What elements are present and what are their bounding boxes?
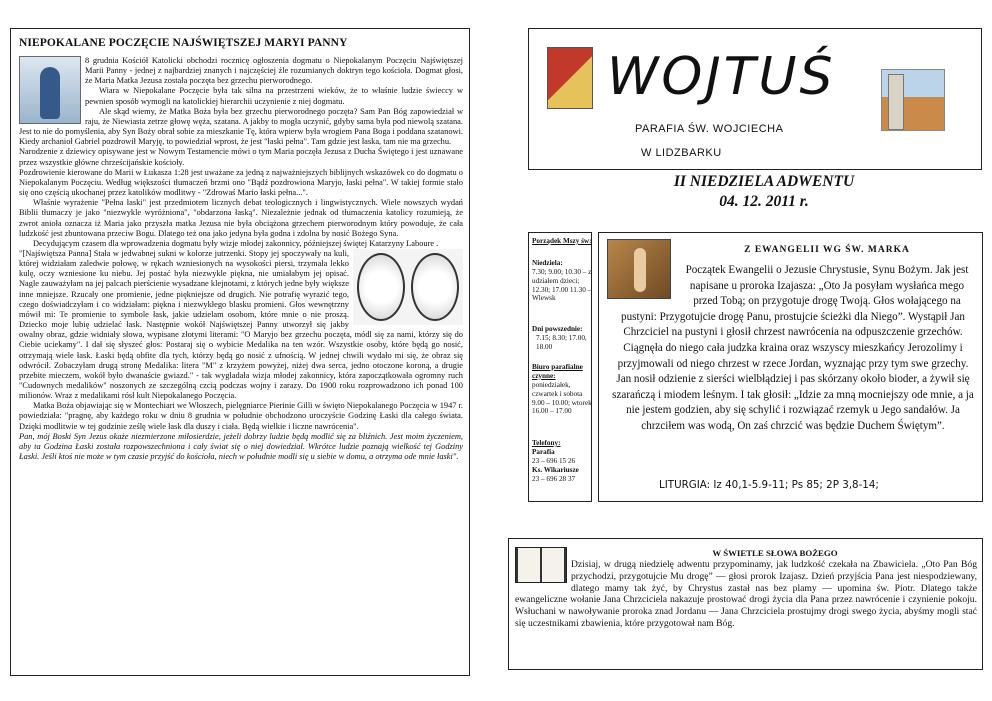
schedule-title: Porządek Mszy św: xyxy=(532,237,592,245)
liturgy-readings: LITURGIA: Iz 40,1-5.9-11; Ps 85; 2P 3,8-14; xyxy=(659,479,879,491)
image-spacer xyxy=(609,263,677,299)
office-hours: poniedziałek, czwartek i sobota 9.00 – 10.00; wtorek 16.00 – 17.00 xyxy=(532,381,592,416)
sunday-heading xyxy=(545,172,983,212)
article-paragraph: Narodzenie z dziewicy opisywane jest w Nowym Testamencie mówi o tym Maria poczęła Jezusa z Ducha Świętego i jest uznawane przez wszystkie główne chrześcijańskie kościoły. xyxy=(19,147,463,167)
immaculate-conception-article xyxy=(10,28,470,676)
gospel-text xyxy=(609,263,977,435)
mary-image xyxy=(19,56,81,124)
article-paragraph: Decydującym czasem dla wprowadzenia dogmatu były wizje młodej zakonnicy, późniejszej świętej Katarzyny Laboure . xyxy=(33,238,439,248)
gospel-box xyxy=(598,232,983,502)
gospel-title: Z EWANGELII WG ŚW. MARKA xyxy=(744,245,910,255)
article-body xyxy=(19,56,463,462)
light-of-word-box xyxy=(508,538,983,670)
masthead-box xyxy=(528,28,982,170)
church-image xyxy=(881,69,945,131)
sunday-date: 04. 12. 2011 r. xyxy=(719,193,809,210)
vicars-phone: 23 – 696 28 37 xyxy=(532,475,576,483)
town-name: W LIDZBARKU xyxy=(641,147,722,159)
coat-of-arms-image xyxy=(547,47,593,109)
masthead-title: WOJTUŚ xyxy=(607,47,836,107)
sunday-name: II NIEDZIELA ADWENTU xyxy=(673,173,855,190)
phones-label: Telefony: xyxy=(532,439,561,447)
gospel-text-content: Początek Ewangelii o Jezusie Chrystusie, Synu Bożym. Jak jest napisane u proroka Izajasza: „Oto Ja posyłam wysłańca mego przed Tobą; on przygotuje drogę Twoją. Głos wołającego na pustyni: Przygotujcie drogę Panu, prostujcie ścieżki dla Niego”. Wystąpił Jan Chrzciciel na pustyni i głosił chrzest nawrócenia na odpuszczenie grzechów. Ciągnęła do niego cała judzka kraina oraz wszyscy mieszkańcy Jerozolimy i przyjmowali od niego chrzest w rzece Jordan, wyznając przy tym swe grzechy. Jan nosił odzienie z sierści wielbłądziej i pas skórzany około bioder, a żywił się szarańczą i miodem leśnym. I tak głosił: „Idzie za mną mocniejszy ode mnie, a ja nie jestem godzien, aby się schylić i rozwiązać rzemyk u Jego sandałów. Ja chrzciłem was wodą, On zaś chrzcić was będzie Duchem Świętym”. xyxy=(612,264,974,432)
article-paragraph: Wiara w Niepokalane Poczęcie była tak silna na przestrzeni wieków, że to właśnie ludzie świeccy w pewnien sposób wymogli na katolickiej hierarchii uczynienie z niej dogmatu. xyxy=(85,86,463,106)
weekday-masses: 7.15; 8.30; 17.00, 18.00 xyxy=(536,334,587,351)
article-paragraph: Właśnie wyrażenie "Pełna łaski" jest przedmiotem licznych debat teologicznych i lingwistycznych. Wiele nowszych wydań Biblii tłumaczy je jako "niezwykle wyróżniona", "obdarzona łaską". Niezależnie jednak od tłumaczenia katolicy rozumieją, że zwrot anioła oznacza iż Maria jako przyszła matka Jezusa nie była obciążona grzechem pierworodnym który powoduje, że cała ludzkość jest zbuntowana przeciw Bogu. Dlatego też ona jako jedyna była godna i zdolna by nosić Bożego Syna. xyxy=(19,198,463,238)
image-spacer xyxy=(515,559,571,585)
light-title: W ŚWIETLE SŁOWA BOŻEGO xyxy=(712,548,838,558)
mass-schedule-box xyxy=(528,232,592,502)
parish-name: PARAFIA ŚW. WOJCIECHA xyxy=(635,123,784,135)
light-text-content: Dzisiaj, w drugą niedzielę adwentu przypominamy, jak ludzkość czekała na Zbawiciela. „Oto Pan Bóg przychodzi, przygotujcie Mu drogę” — głosi prorok Izajasz. Dzień przyjścia Pana jest niespodziewany, dlatego mamy tak żyć, by Chrystus zastał nas bez plamy — upomina św. Piotr. Dlatego także ewangeliczne wołanie Jana Chrzciciela nakazuje prostować drogi życia dla Pana przez nawrócenie i czynienie pokoju. Wsłuchani w nawoływanie proroka znad Jordanu — Jana Chrzciciela prostujmy drogi swego życia, abyśmy mogli stać się uczestnikami zbawienia, które przygotował nam Bóg. xyxy=(515,559,977,629)
parish-phone-label: Parafia xyxy=(532,448,555,456)
article-paragraph: Matka Boża objawiając się w Montechiari we Włoszech, pielęgniarce Pierinie Gilli w święto Niepokalanego Poczęcia w 1947 r. powiedziała: "pragnę, aby każdego roku w dniu 8 grudnia w południe obchodzono uroczyście Godzinę Łaski dla całego świata. Dzięki modlitwie w tej godzinie ześlę wiele łask dla duszy i ciała. Będą wielkie i liczne nawrócenia". xyxy=(19,401,463,431)
article-paragraph: Pozdrowienie kierowane do Marii w Łukasza 1:28 jest uważane za jedną z najważniejszych biblijnych wskazówek co do dogmatu o Niepokalanym Poczęciu. Według większości tłumaczeń brzmi ono "Bądź pozdrowiona Maryjo, łaski pełna". W takiej formie stało się ono częścią ukochanej przez katolików modlitwy - "Zdrowaś Mario łaski pełna...". xyxy=(19,167,463,198)
miraculous-medal-image xyxy=(353,249,463,325)
article-paragraph: "[Najświętsza Panna] Stała w jedwabnej sukni w kolorze jutrzenki. Stopy jej spoczywały na kuli, której widziałam zaledwie połowę, w rękach wzniesionych na wysokości piersi, trzymała lekko kulę, oczy wzniesione ku niebu. Jej postać była niezwykle piękna, nie umiałabym jej opisać. Nagle zauważyłam na jej palcach pierścienie wysadzane klejnotami, z których jedne były większe inne mniejsze. Rzucały one promienie, jedne piękniejsze od drugich. Nie potrafię wyrazić tego, czego doświadczyłam i co widziałam: piękna i niezwykłego blasku promieni. Głos wewnętrzny mówił mi: Te promienie to symbole łask, jakie udzielam osobom, które mnie o nie proszą. Dziecko moje lubię udzielać łask. Następnie wokół Najświętszej Panny utworzył się jakby owalny obraz, gdzie widniały słowa, wypisane złotymi literami: "O Maryjo bez grzechu poczęta, módl się za nami, którzy się do Ciebie uciekamy". I dał się słyszeć głos: Postaraj się o wybicie Medalika na ten wzór. Wszystkie osoby, które będą go nosić, otrzymają wiele łask. Łaski będą obfite dla tych, którzy będą go nosić z ufnością. W jednej chwili wydało mi się, że obraz się odwrócił. Zobaczyłam drugą stronę Medalika: litera "M" z krzyżem powyżej, niżej dwa serca, jedno otoczone koroną, a drugie przebite mieczem, wokół było dwanaście gwiazd." - tak wygladała wizja młodej zakonnicy, która zapoczątkowała ogromny ruch "Cudownych medalików" noszonych ze szczególną czcią podczas wojny i zarazy. Do 1900 roku rozprowadzono ich ponad 100 milionów. Wraz z medalikami rósł kult Niepokalanego Poczęcia. xyxy=(19,248,463,401)
weekday-label: Dni powszednie: xyxy=(532,325,583,333)
article-paragraph: Ale skąd wiemy, że Matka Boża była bez grzechu pierworodnego poczęta? Sam Pan Bóg zapowiedział w raju, że Niewiasta zetrze głowę węża, szatana. A jakby to mogła uczynić, gdyby sama była pod niewolą szatana. Jest to nie do pomyślenia, aby Syn Boży obrał sobie za mieszkanie Tę, która wpierw była wrogiem Pana Boga i poddana szatanowi. Kiedy archanioł Gabriel pozdrowił Maryję, to powiedział wprost, że jest "łaski pełna". Tam gdzie jest łaska, tam nie ma grzechu. xyxy=(19,106,463,147)
article-paragraph-italic: Pan, mój Boski Syn Jezus okaże niezmierzone miłosierdzie, jeżeli dobrzy ludzie będą modlić się za bliźnich. Jest moim życzeniem, aby ta Godzina Łaski została rozpowszechniona i cały świat się o niej dowiedział. Wkrótce ludzie poznają wielkość tej Godziny Łaski. Jeśli ktoś nie może w tym czasie przyjść do kościoła, niech w południe modli się u siebie w domu, a otrzyma ode mnie łaski". xyxy=(19,431,463,462)
parish-phone: 23 – 696 15 26 xyxy=(532,457,576,465)
sunday-label: Niedziela: xyxy=(532,259,563,267)
sunday-masses: 7.30; 9.00; 10.30 – z udziałem dzieci; 12.30; 17.00 11.30 – Wlewsk xyxy=(532,268,592,303)
medal-front-icon xyxy=(357,253,405,321)
article-paragraph: 8 grudnia Kościół Katolicki obchodzi rocznicę ogłoszenia dogmatu o Niepokalanym Poczęciu Najświętszej Marii Panny - jednej z najbardziej znanych i najczęściej źle rozumianych doktryn tego kościoła. Dogmat głosi, że Maria Matka Jezusa została poczęta bez grzechu pierworodnego. xyxy=(85,56,463,86)
office-label: Biuro parafialne czynne: xyxy=(532,363,583,380)
vicars-label: Ks. Wikariusze xyxy=(532,466,579,474)
light-text xyxy=(515,559,977,630)
medal-back-icon xyxy=(411,253,459,321)
article-title: NIEPOKALANE POCZĘCIE NAJŚWIĘTSZEJ MARYI PANNY xyxy=(19,37,348,49)
